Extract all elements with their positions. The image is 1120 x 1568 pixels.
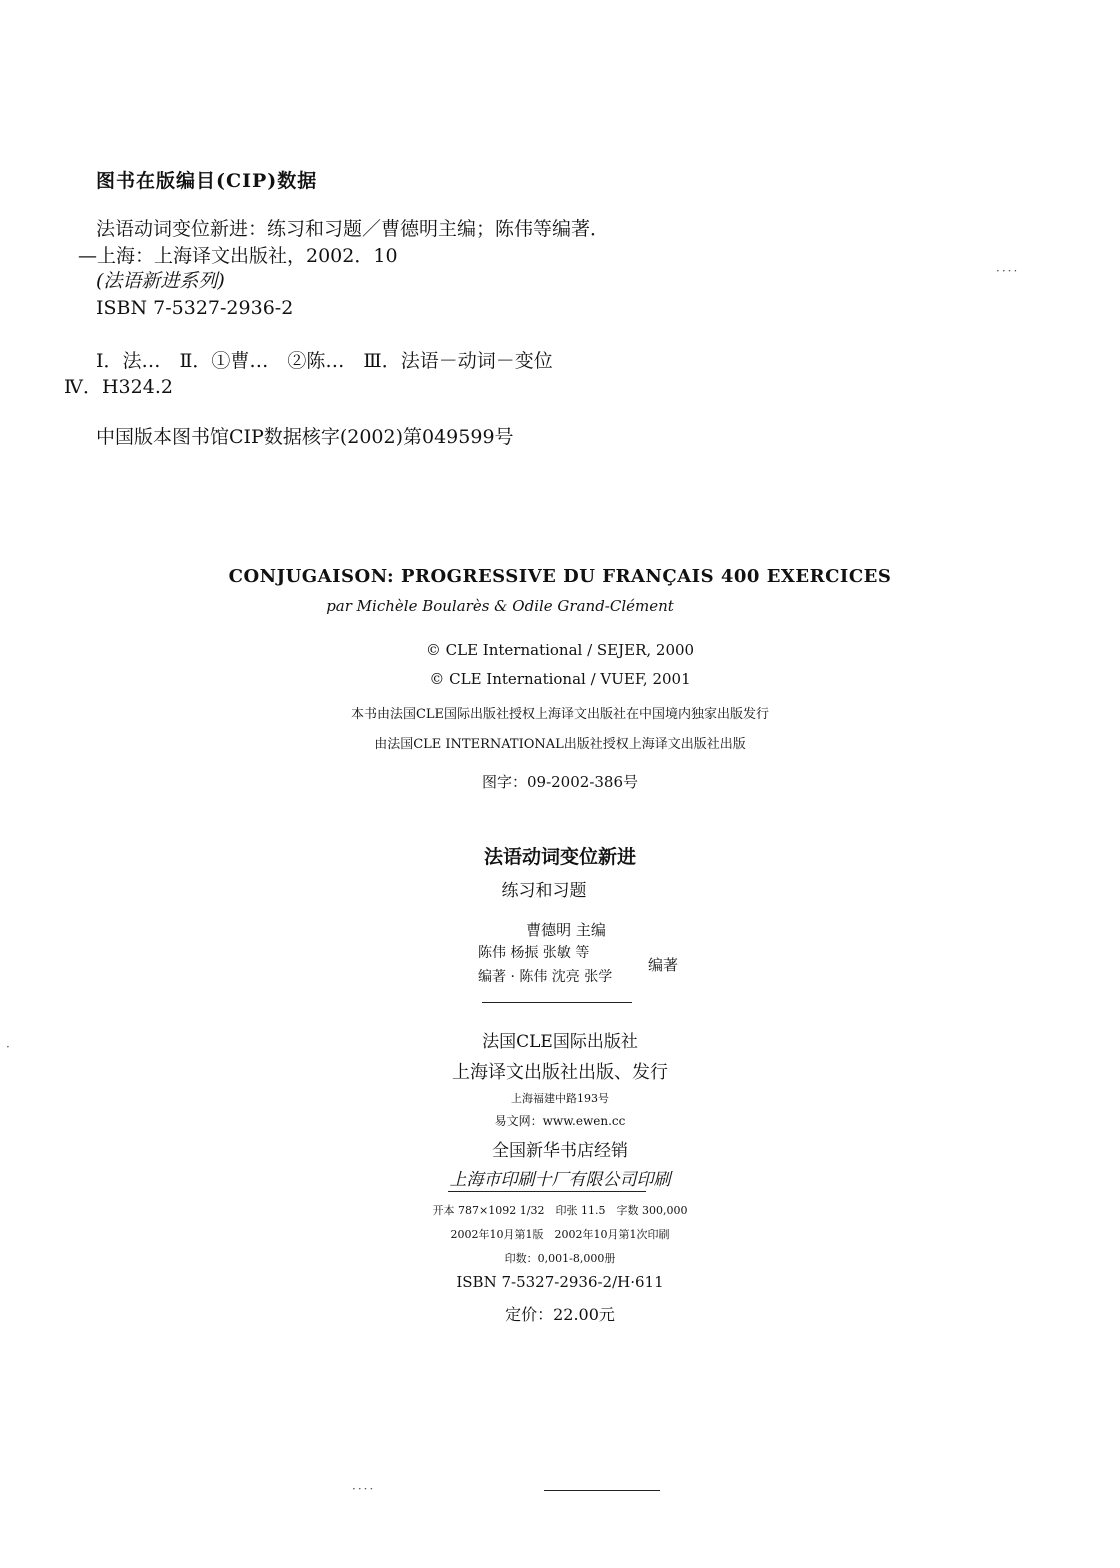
publisher-line: 上海译文出版社出版、发行 (452, 1062, 668, 1083)
original-title: CONJUGAISON: PROGRESSIVE DU FRANÇAIS 400 EXERCICES (228, 566, 892, 587)
printer-line: 上海市印刷十厂有限公司印刷 (449, 1170, 671, 1190)
scan-dot: · (6, 1040, 12, 1054)
author-line-2: 编著 · 陈伟 沈亮 张学 (478, 969, 613, 985)
divider-rule (448, 1191, 646, 1192)
cip-subject-line: Ⅰ．法… Ⅱ．①曹… ②陈… Ⅲ．法语－动词－变位 (96, 350, 553, 372)
cip-series-line: (法语新进系列) (96, 270, 225, 292)
scan-dots: ···· (352, 1482, 376, 1496)
divider-rule (482, 1002, 632, 1003)
original-authors: par Michèle Boularès & Odile Grand-Clément (326, 597, 674, 615)
copyright-line-1: © CLE International / SEJER, 2000 (425, 641, 695, 659)
author-line-1: 陈伟 杨振 张敏 等 (478, 945, 590, 961)
book-specs: 开本 787×1092 1/32 印张 11.5 字数 300,000 (432, 1204, 688, 1217)
scan-dots: ···· (996, 264, 1020, 278)
editor-line: 曹德明 主编 (526, 921, 606, 939)
cip-record-number: 中国版本图书馆CIP数据核字(2002)第049599号 (96, 426, 514, 448)
cip-isbn-line: ISBN 7-5327-2936-2 (96, 297, 294, 319)
copyright-line-2: © CLE International / VUEF, 2001 (429, 670, 691, 688)
scan-line (544, 1490, 660, 1491)
chinese-subtitle: 练习和习题 (501, 881, 587, 901)
license-note: 本书由法国CLE国际出版社授权上海译文出版社在中国境内独家出版发行 (350, 707, 770, 722)
chinese-title: 法语动词变位新进 (483, 846, 636, 868)
cip-title-line: 法语动词变位新进：练习和习题／曹德明主编；陈伟等编著． (96, 218, 610, 240)
publisher-website: 易文网：www.ewen.cc (494, 1114, 626, 1128)
price-line: 定价：22.00元 (505, 1305, 615, 1324)
publication-note: 由法国CLE INTERNATIONAL出版社授权上海译文出版社出版 (374, 737, 746, 752)
cip-classification-line: Ⅳ．H324.2 (64, 376, 173, 398)
author-role: 编著 (648, 956, 679, 974)
distributor-line: 全国新华书店经销 (492, 1141, 628, 1161)
authors-block (478, 942, 698, 988)
cip-publisher-line: —上海：上海译文出版社，2002．10 (78, 245, 398, 267)
cip-heading: 图书在版编目(CIP)数据 (96, 170, 318, 192)
original-publisher: 法国CLE国际出版社 (482, 1032, 638, 1052)
edition-line: 2002年10月第1版 2002年10月第1次印刷 (450, 1228, 670, 1241)
publisher-address: 上海福建中路193号 (511, 1092, 609, 1105)
contract-number: 图字：09-2002-386号 (481, 773, 639, 791)
isbn-line: ISBN 7-5327-2936-2/H·611 (456, 1273, 664, 1291)
print-run: 印数：0,001-8,000册 (504, 1252, 616, 1265)
